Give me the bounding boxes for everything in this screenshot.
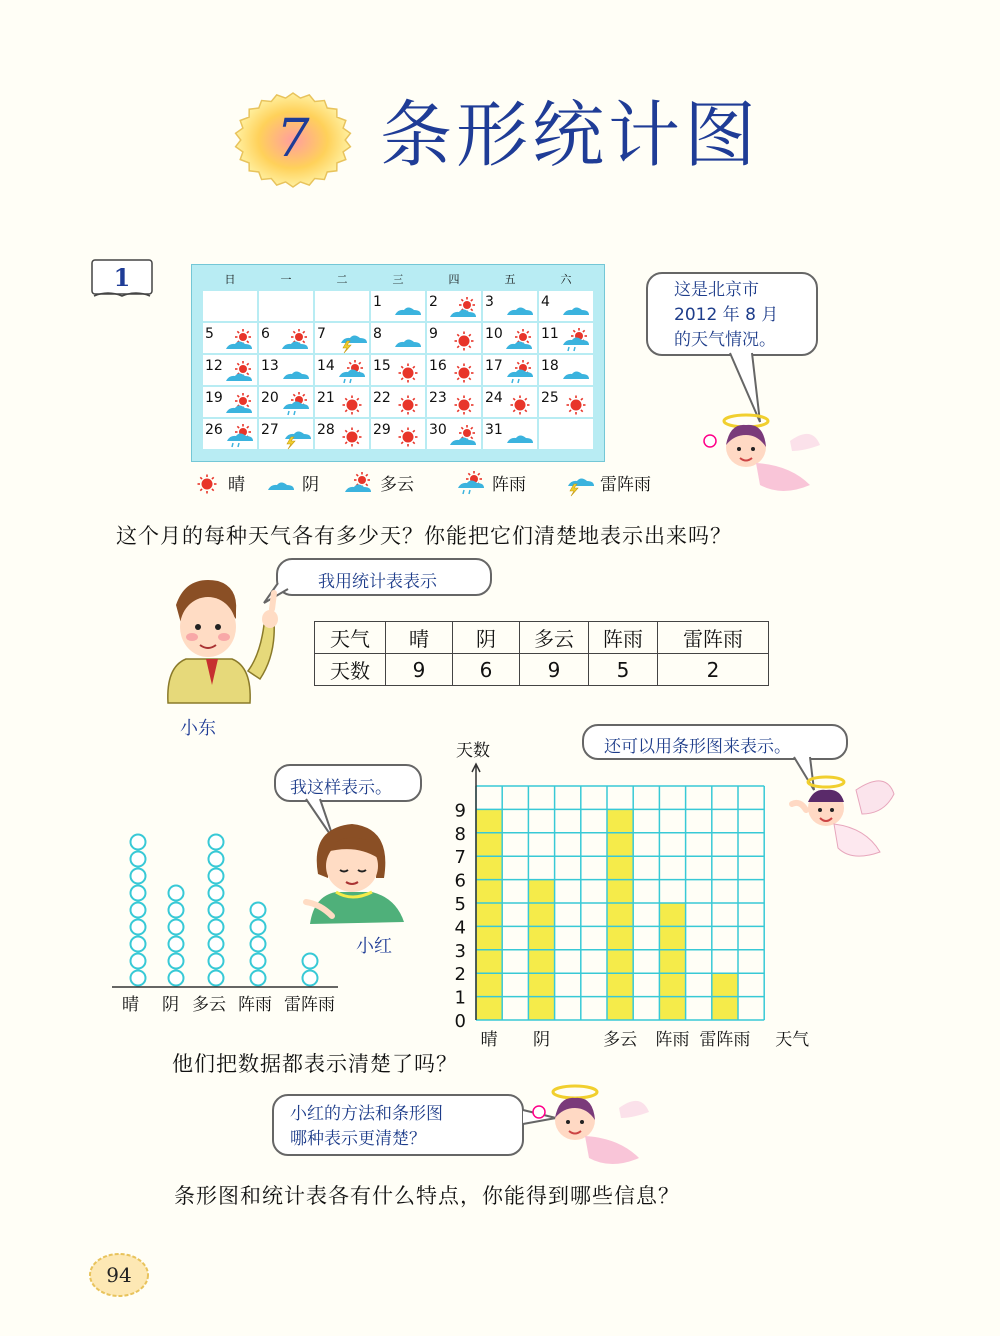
chapter-title: 条形统计图 <box>380 93 761 177</box>
day-number: 22 <box>373 390 391 406</box>
calendar-day <box>538 418 594 450</box>
calendar-day <box>314 354 370 386</box>
overcast-icon <box>264 472 298 496</box>
tally-circle <box>131 920 146 935</box>
tally-circle <box>131 835 146 850</box>
day-number: 26 <box>205 422 223 438</box>
calendar-day <box>538 322 594 354</box>
day-number: 4 <box>541 294 550 310</box>
tally-circle <box>131 954 146 969</box>
y-axis-label: 天数 <box>456 741 490 761</box>
legend-label: 晴 <box>228 475 245 495</box>
calendar-day <box>202 386 258 418</box>
calendar-day <box>482 290 538 322</box>
partly-cloudy-icon <box>447 425 481 449</box>
day-number: 5 <box>205 326 214 342</box>
partly-cloudy-icon <box>223 329 257 353</box>
y-tick-label: 5 <box>454 894 466 915</box>
partly-cloudy-icon <box>447 297 481 321</box>
weekday-5: 五 <box>504 273 516 286</box>
x-tick-label: 多云 <box>603 1030 638 1050</box>
legend-item <box>342 470 414 496</box>
bar-0 <box>476 809 502 1020</box>
y-tick-label: 0 <box>454 1011 466 1032</box>
day-number: 13 <box>261 358 279 374</box>
calendar-day <box>314 418 370 450</box>
chapter-seal <box>232 90 354 190</box>
calendar-day <box>202 322 258 354</box>
weekday-2: 二 <box>336 273 348 286</box>
day-number: 17 <box>485 358 503 374</box>
y-tick-label: 4 <box>454 917 466 939</box>
day-number: 3 <box>485 294 494 310</box>
tally-circle <box>169 971 184 986</box>
day-number: 25 <box>541 390 559 406</box>
sunny-icon <box>503 393 537 417</box>
calendar-day <box>314 290 370 322</box>
tally-circle <box>169 886 184 901</box>
calendar-day <box>370 386 426 418</box>
statistics-table <box>314 621 769 686</box>
tally-circle <box>131 937 146 952</box>
day-number: 2 <box>429 294 438 310</box>
bubble-beijing-line2: 2012 年 8 月 <box>674 305 779 325</box>
calendar-day <box>258 290 314 322</box>
thunderstorm-icon <box>279 425 313 449</box>
calendar-day <box>482 354 538 386</box>
circle-chart-label: 多云 <box>192 995 226 1015</box>
calendar-day <box>258 386 314 418</box>
calendar-day <box>202 354 258 386</box>
calendar-day <box>202 418 258 450</box>
day-number: 20 <box>261 390 279 406</box>
bubble-xiaodong: 我用统计表表示 <box>276 558 492 596</box>
legend-label: 阴 <box>302 475 319 495</box>
legend-item <box>264 470 319 496</box>
legend-item <box>562 470 651 496</box>
tally-circle <box>209 954 224 969</box>
stats-val-0: 9 <box>386 654 453 686</box>
calendar-day <box>314 386 370 418</box>
tally-circle <box>169 937 184 952</box>
bubble-xiaohong: 我这样表示。 <box>274 764 422 802</box>
calendar-day <box>538 386 594 418</box>
chapter-number: 7 <box>276 109 310 169</box>
tally-circle <box>251 937 266 952</box>
calendar-day <box>258 354 314 386</box>
stats-header-weather: 天气 <box>315 622 386 654</box>
weekday-0: 日 <box>224 273 236 286</box>
tally-circle <box>209 886 224 901</box>
stats-val-1: 6 <box>453 654 520 686</box>
question-2: 他们把数据都表示清楚了吗？ <box>172 1052 458 1076</box>
y-tick-label: 9 <box>454 800 466 822</box>
stats-val-2: 9 <box>520 654 589 686</box>
tally-circle <box>209 920 224 935</box>
stats-row-weather <box>315 622 769 654</box>
partly-cloudy-icon <box>503 329 537 353</box>
question-3: 条形图和统计表各有什么特点，你能得到哪些信息？ <box>174 1184 680 1208</box>
calendar-day <box>314 322 370 354</box>
tally-circle <box>131 852 146 867</box>
day-number: 27 <box>261 422 279 438</box>
day-number: 1 <box>373 294 382 310</box>
calendar-day <box>258 418 314 450</box>
calendar-week <box>202 418 594 450</box>
example-number: 1 <box>113 263 131 292</box>
overcast-icon <box>279 361 313 385</box>
calendar-day <box>370 418 426 450</box>
day-number: 7 <box>317 326 326 342</box>
tally-circle <box>251 971 266 986</box>
day-number: 31 <box>485 422 503 438</box>
bubble-compare-line2: 哪种表示更清楚？ <box>290 1129 426 1149</box>
overcast-icon <box>559 297 593 321</box>
x-tick-label: 雷阵雨 <box>699 1030 751 1050</box>
day-number: 28 <box>317 422 335 438</box>
partly-cloudy-icon <box>223 393 257 417</box>
bubble-compare <box>272 1094 524 1156</box>
sunny-icon <box>335 425 369 449</box>
stats-cat-3: 阵雨 <box>589 622 658 654</box>
calendar-day <box>426 354 482 386</box>
sunny-icon <box>447 393 481 417</box>
tally-circle <box>169 920 184 935</box>
sunny-icon <box>447 361 481 385</box>
calendar-weekdays <box>192 271 604 287</box>
weekday-6: 六 <box>560 273 572 286</box>
sunny-icon <box>335 393 369 417</box>
day-number: 10 <box>485 326 503 342</box>
thunderstorm-icon <box>335 329 369 353</box>
sunny-icon <box>391 393 425 417</box>
bar-2 <box>607 809 633 1020</box>
sunny-icon <box>190 472 224 496</box>
stats-cat-2: 多云 <box>520 622 589 654</box>
tally-circle <box>131 903 146 918</box>
legend-item <box>190 470 245 496</box>
calendar-day <box>426 386 482 418</box>
xiaodong-illustration <box>156 575 286 707</box>
day-number: 30 <box>429 422 447 438</box>
sunny-icon <box>391 361 425 385</box>
tally-circle <box>251 920 266 935</box>
stats-cat-0: 晴 <box>386 622 453 654</box>
day-number: 21 <box>317 390 335 406</box>
tally-circle <box>209 971 224 986</box>
tally-circle <box>169 954 184 969</box>
tally-circle <box>251 903 266 918</box>
name-xiaodong: 小东 <box>180 718 216 739</box>
name-xiaohong: 小红 <box>356 936 392 957</box>
calendar-day <box>482 322 538 354</box>
page-number: 94 <box>106 1263 132 1287</box>
shower-icon <box>223 425 257 449</box>
legend-label: 阵雨 <box>492 475 526 495</box>
tally-circle <box>131 886 146 901</box>
circle-chart-label: 阵雨 <box>238 995 272 1015</box>
sunny-icon <box>391 425 425 449</box>
calendar-week <box>202 322 594 354</box>
stats-val-3: 5 <box>589 654 658 686</box>
angel-3-illustration <box>528 1078 658 1170</box>
day-number: 6 <box>261 326 270 342</box>
partly-cloudy-icon <box>223 361 257 385</box>
day-number: 23 <box>429 390 447 406</box>
calendar-day <box>258 322 314 354</box>
stats-val-4: 2 <box>658 654 769 686</box>
tally-circle <box>303 954 318 969</box>
bubble-beijing <box>646 272 818 356</box>
legend-label: 多云 <box>380 475 414 495</box>
calendar-week <box>202 386 594 418</box>
day-number: 24 <box>485 390 503 406</box>
bubble-beijing-line3: 的天气情况。 <box>674 330 776 350</box>
bubble-compare-line1: 小红的方法和条形图 <box>290 1104 443 1124</box>
weekday-1: 一 <box>280 273 292 286</box>
sunny-icon <box>447 329 481 353</box>
overcast-icon <box>503 425 537 449</box>
shower-icon <box>559 329 593 353</box>
overcast-icon <box>391 297 425 321</box>
overcast-icon <box>503 297 537 321</box>
calendar-day <box>426 418 482 450</box>
weekday-3: 三 <box>392 273 404 286</box>
shower-icon <box>335 361 369 385</box>
calendar-day <box>426 322 482 354</box>
y-tick-label: 2 <box>454 964 466 986</box>
tally-circle <box>131 869 146 884</box>
legend-item <box>454 470 526 496</box>
calendar-day <box>370 322 426 354</box>
calendar-day <box>202 290 258 322</box>
stats-cat-1: 阴 <box>453 622 520 654</box>
day-number: 18 <box>541 358 559 374</box>
weather-calendar <box>191 264 605 462</box>
tally-circle <box>209 937 224 952</box>
calendar-grid <box>201 289 595 451</box>
circle-chart-label: 晴 <box>122 995 139 1015</box>
partly-cloudy-icon <box>342 472 376 496</box>
bubble-angel: 还可以用条形图来表示。 <box>582 724 848 760</box>
circle-chart-labels <box>112 990 372 1014</box>
day-number: 11 <box>541 326 559 342</box>
question-1: 这个月的每种天气各有多少天？你能把它们清楚地表示出来吗？ <box>116 524 732 548</box>
shower-icon <box>279 393 313 417</box>
day-number: 9 <box>429 326 438 342</box>
tally-circle <box>169 903 184 918</box>
y-tick-label: 1 <box>454 987 466 1009</box>
shower-icon <box>454 472 488 496</box>
tally-circle <box>251 954 266 969</box>
shower-icon <box>503 361 537 385</box>
stats-header-days: 天数 <box>315 654 386 686</box>
stats-cat-4: 雷阵雨 <box>658 622 769 654</box>
calendar-week <box>202 354 594 386</box>
tally-circle <box>303 971 318 986</box>
x-tick-label: 阵雨 <box>655 1030 690 1050</box>
day-number: 8 <box>373 326 382 342</box>
bar-3 <box>659 903 685 1020</box>
example-badge <box>90 258 154 300</box>
tally-circle <box>209 852 224 867</box>
calendar-day <box>538 354 594 386</box>
day-number: 12 <box>205 358 223 374</box>
tally-circle <box>209 903 224 918</box>
y-tick-label: 6 <box>454 870 466 892</box>
day-number: 29 <box>373 422 391 438</box>
y-tick-label: 7 <box>454 847 466 869</box>
page-number-badge <box>88 1252 150 1298</box>
thunderstorm-icon <box>562 472 596 496</box>
legend-label: 雷阵雨 <box>600 475 651 495</box>
tally-circle <box>209 869 224 884</box>
tally-circle <box>209 835 224 850</box>
calendar-day <box>370 290 426 322</box>
calendar-week <box>202 290 594 322</box>
weekday-4: 四 <box>448 273 460 286</box>
day-number: 16 <box>429 358 447 374</box>
calendar-day <box>482 386 538 418</box>
x-tick-label: 晴 <box>480 1030 498 1050</box>
calendar-day <box>538 290 594 322</box>
day-number: 15 <box>373 358 391 374</box>
calendar-day <box>370 354 426 386</box>
y-tick-label: 8 <box>454 823 466 845</box>
x-axis-label: 天气 <box>775 1030 810 1050</box>
day-number: 19 <box>205 390 223 406</box>
overcast-icon <box>391 329 425 353</box>
x-tick-label: 阴 <box>533 1030 550 1050</box>
calendar-day <box>426 290 482 322</box>
y-tick-label: 3 <box>454 940 466 962</box>
bubble-beijing-line1: 这是北京市 <box>674 280 759 300</box>
circle-chart-label: 雷阵雨 <box>284 995 335 1015</box>
circle-chart-label: 阴 <box>162 995 179 1015</box>
tally-circle <box>131 971 146 986</box>
partly-cloudy-icon <box>279 329 313 353</box>
sunny-icon <box>559 393 593 417</box>
angel-illustration <box>700 405 828 497</box>
day-number: 14 <box>317 358 335 374</box>
stats-row-days <box>315 654 769 686</box>
calendar-day <box>482 418 538 450</box>
overcast-icon <box>559 361 593 385</box>
